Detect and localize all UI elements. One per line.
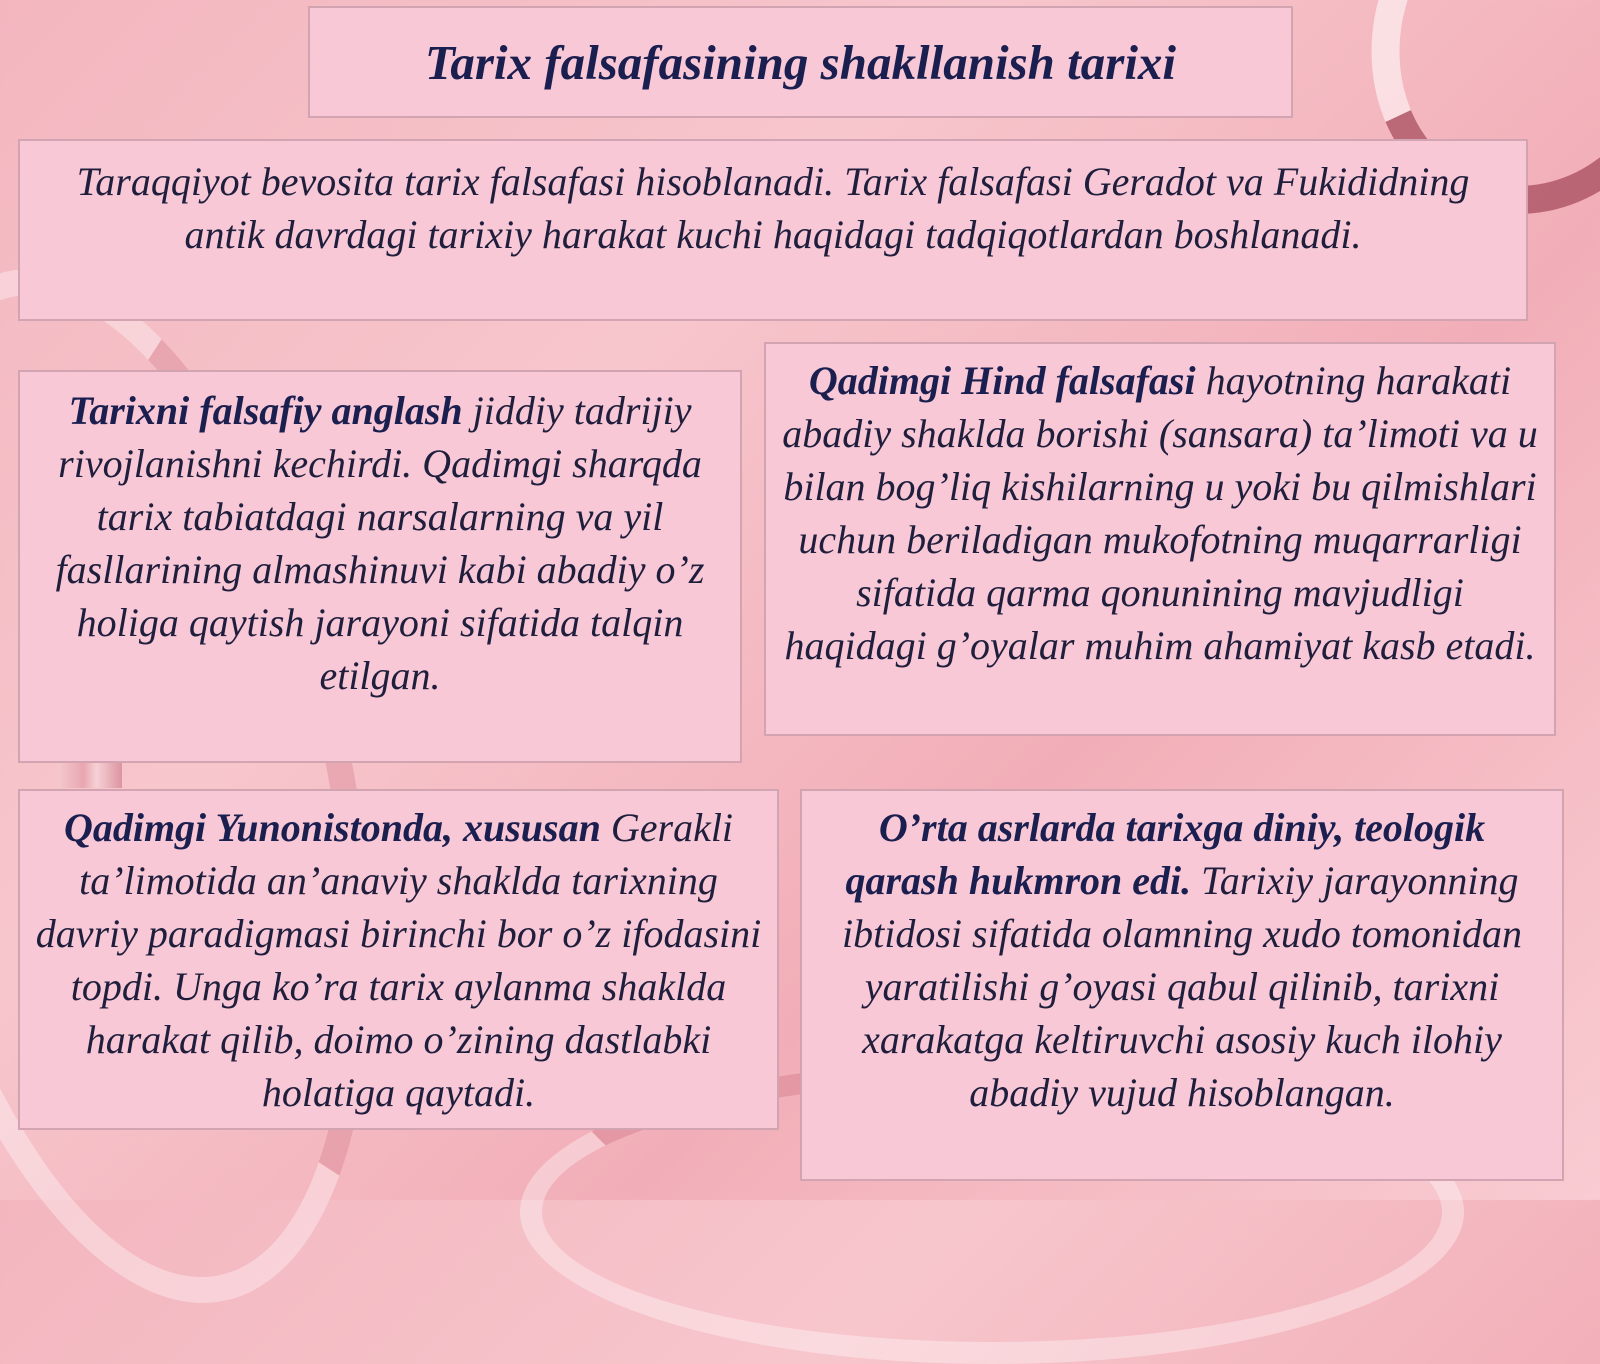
box-top-right-heading: Qadimgi Hind falsafasi bbox=[808, 358, 1196, 403]
box-top-left-text: jiddiy tadrijiy rivojlanishni kechirdi. Qadimgi sharqda tarix tabiatdagi narsalarning va yil fasllarining almashinuvi kabi abadiy o’z holiga qaytish jarayoni sifatida talqin etilgan. bbox=[55, 388, 705, 698]
text-box-top-left bbox=[18, 370, 742, 763]
box-bottom-right-heading: O’rta asrlarda tarixga diniy, teologik qarash hukmron edi. bbox=[845, 805, 1486, 903]
box-bottom-left-text: Gerakli ta’limotida an’anaviy shaklda tarixning davriy paradigmasi birinchi bor o’z ifodasini topdi. Unga ko’ra tarix aylanma shaklda harakat qilib, doimo o’zining dastlabki holatiga qaytadi. bbox=[35, 805, 762, 1115]
text-box-bottom-right bbox=[800, 789, 1564, 1181]
intro-box bbox=[18, 139, 1528, 321]
slide-title: Tarix falsafasining shakllanish tarixi bbox=[424, 34, 1177, 90]
box-top-right-text: hayotning harakati abadiy shaklda borishi (sansara) ta’limoti va u bilan bog’liq kishilarning u yoki bu qilmishlari uchun beriladigan mukofotning muqarrarligi sifatida qarma qonunining mavjudligi haqidagi g’oyalar muhim ahamiyat kasb etadi. bbox=[782, 358, 1538, 668]
text-box-bottom-left bbox=[18, 789, 779, 1130]
title-box bbox=[308, 6, 1293, 118]
text-box-top-right bbox=[764, 342, 1556, 736]
box-bottom-left-heading: Qadimgi Yunonistonda, xususan bbox=[63, 805, 601, 850]
box-bottom-right-text: Tarixiy jarayonning ibtidosi sifatida olamning xudo tomonidan yaratilishi g’oyasi qabul qilinib, tarixni xarakatga keltiruvchi asosiy kuch ilohiy abadiy vujud hisoblangan. bbox=[841, 858, 1523, 1115]
box-top-left-heading: Tarixni falsafiy anglash bbox=[68, 388, 463, 433]
intro-text: Taraqqiyot bevosita tarix falsafasi hisoblanadi. Tarix falsafasi Geradot va Fukididning antik davrdagi tarixiy harakat kuchi haqidagi tadqiqotlardan boshlanadi. bbox=[76, 159, 1470, 257]
